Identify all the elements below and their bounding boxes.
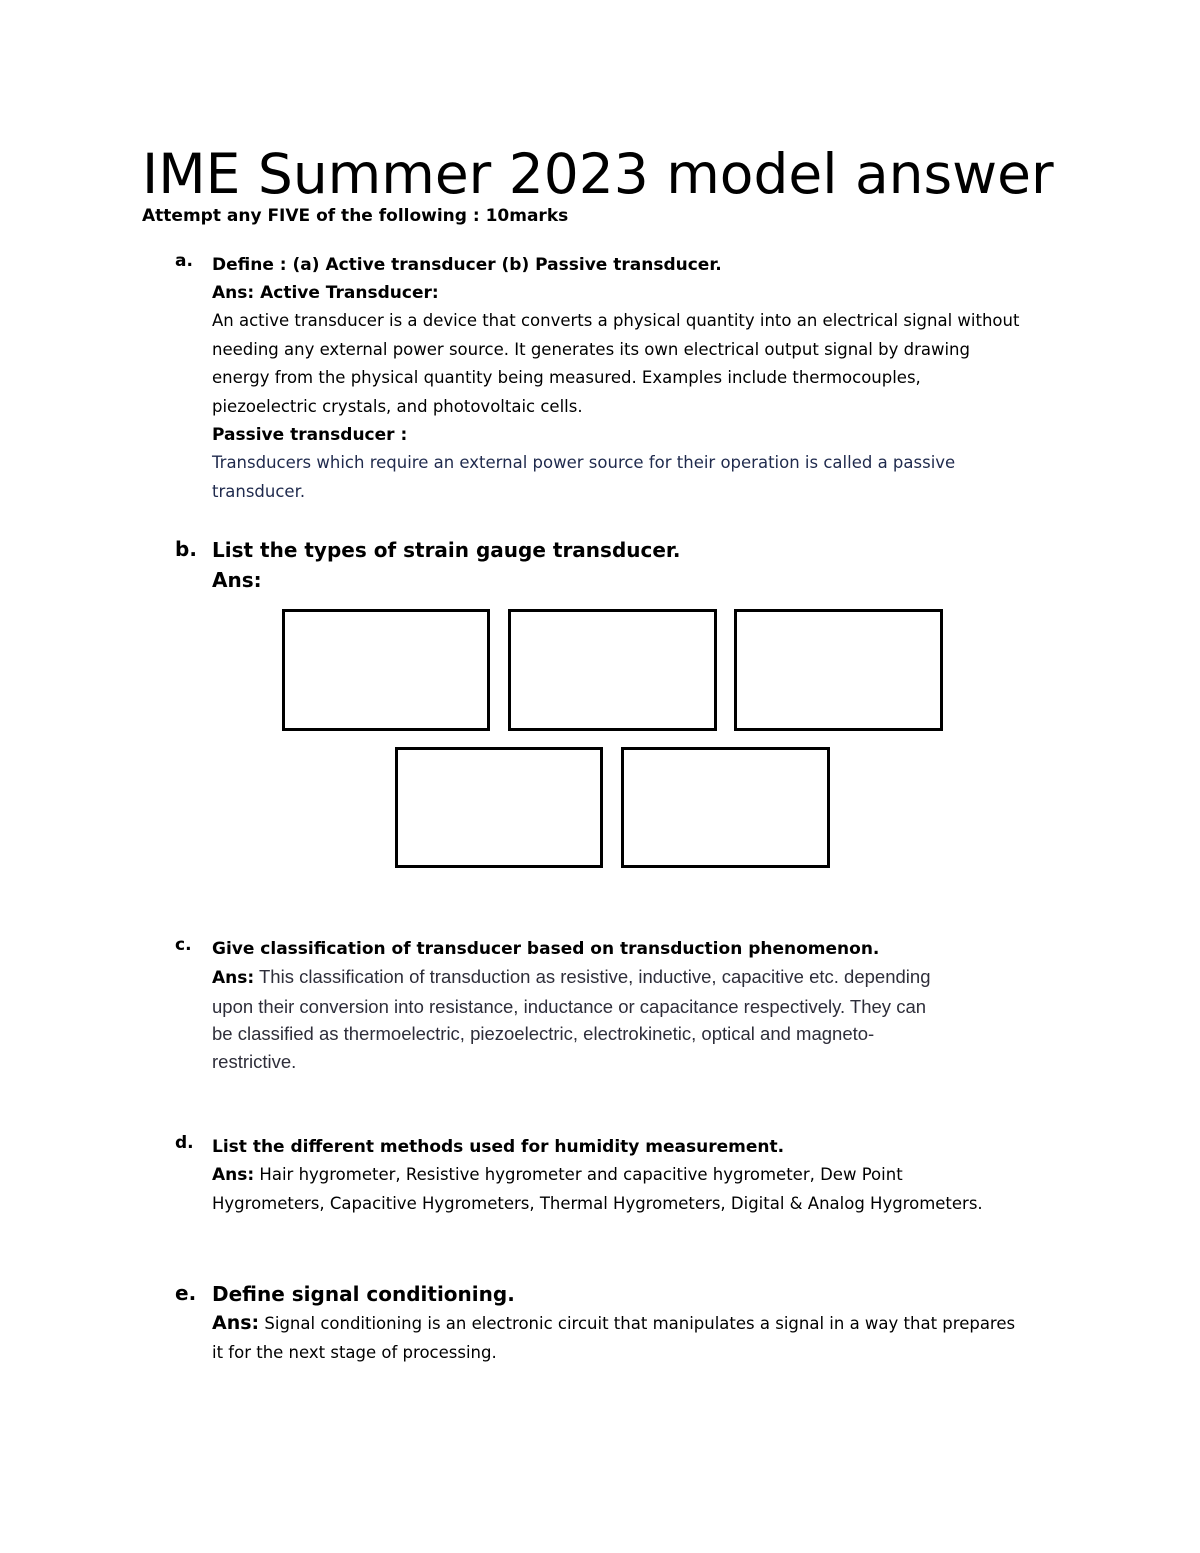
question-a [212,251,1072,506]
strain-gauge-type-box-5 [621,747,830,868]
strain-gauge-type-box-2 [508,609,717,731]
question-d [212,1133,1072,1218]
question-b-answer-label: Ans: [212,568,262,592]
question-d-marker: d. [175,1133,194,1153]
page-title: IME Summer 2023 model answer [142,142,1054,206]
passive-heading: Passive transducer : [212,425,408,445]
question-a-answer-heading: Ans: Active Transducer: [212,283,439,303]
question-e-answer-line-2: it for the next stage of processing. [212,1342,497,1362]
question-d-text: List the different methods used for humidity measurement. [212,1137,785,1157]
question-c-marker: c. [175,935,192,955]
active-line-2: needing any external power source. It generates its own electrical output signal by drawing [212,339,970,359]
question-d-answer-line-2: Hygrometers, Capacitive Hygrometers, Thermal Hygrometers, Digital & Analog Hygrometers. [212,1193,983,1213]
question-e-answer-label: Ans: [212,1312,260,1334]
strain-gauge-type-box-1 [282,609,490,731]
question-c-text: Give classification of transducer based on transduction phenomenon. [212,939,880,959]
question-c-answer-label: Ans: [212,968,255,988]
question-d-answer-line-1: Ans: Hair hygrometer, Resistive hygrometer and capacitive hygrometer, Dew Point [212,1165,903,1185]
question-b-text: List the types of strain gauge transducer. [212,538,681,562]
strain-gauge-type-box-3 [734,609,943,731]
passive-line-1: Transducers which require an external power source for their operation is called a passive [212,453,956,472]
question-c-answer-line-2: upon their conversion into resistance, inductance or capacitance respectively. They can [212,995,927,1017]
active-line-1: An active transducer is a device that converts a physical quantity into an electrical signal without [212,311,1020,330]
passive-line-2: transducer. [212,481,306,501]
question-c-answer-line-3: be classified as thermoelectric, piezoelectric, electrokinetic, optical and magneto- [212,1023,875,1044]
question-c-answer-line-4: restrictive. [212,1050,297,1072]
active-line-3: energy from the physical quantity being measured. Examples include thermocouples, [212,368,921,387]
question-c-answer-line-1: Ans: This classification of transduction as resistive, inductive, capacitive etc. depending [212,966,931,988]
question-e-text: Define signal conditioning. [212,1282,515,1306]
question-a-text: Define : (a) Active transducer (b) Passive transducer. [212,255,722,275]
question-c [212,935,1072,1075]
question-e-marker: e. [175,1281,197,1305]
active-line-4: piezoelectric crystals, and photovoltaic cells. [212,396,583,416]
question-a-marker: a. [175,251,193,271]
instruction-text: Attempt any FIVE of the following : 10marks [142,206,569,226]
question-e-answer-line-1: Ans: Signal conditioning is an electronic circuit that manipulates a signal in a way that prepares [212,1312,1016,1334]
question-b [212,535,1072,595]
question-d-answer-label: Ans: [212,1165,255,1185]
question-b-marker: b. [175,537,197,561]
question-e [212,1279,1072,1367]
strain-gauge-type-box-4 [395,747,603,868]
